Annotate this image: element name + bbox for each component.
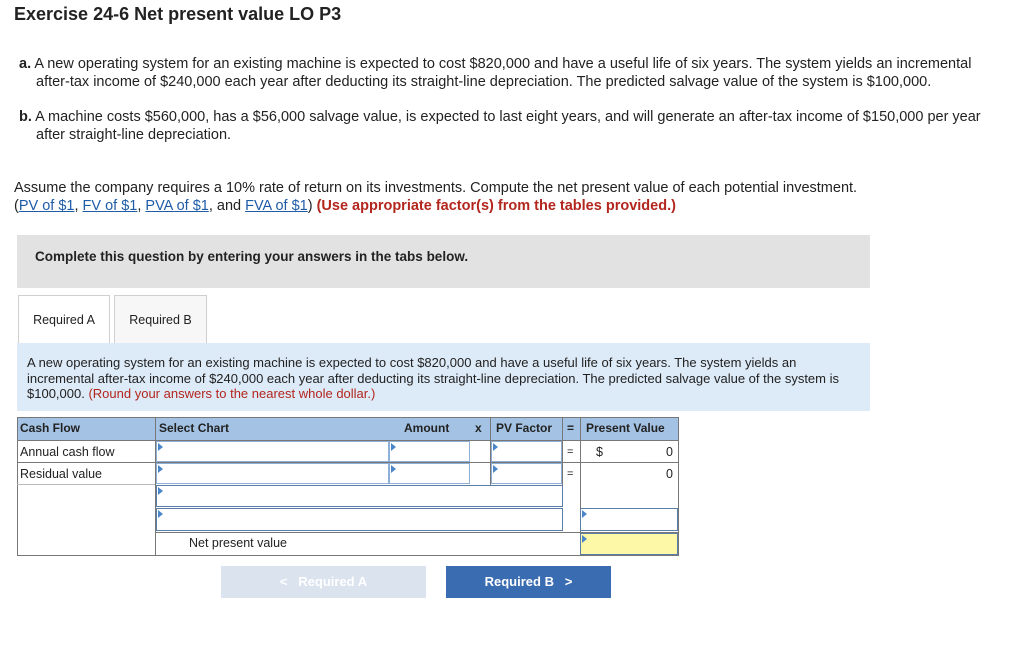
tab-required-b[interactable]: Required B bbox=[114, 295, 207, 343]
chevron-left-icon: < bbox=[279, 574, 288, 589]
row-label-residual-value: Residual value bbox=[20, 467, 102, 481]
extra-description-input-1[interactable] bbox=[156, 485, 563, 507]
amount-input-annual[interactable] bbox=[389, 441, 470, 462]
question-part-b bbox=[19, 108, 996, 144]
page-title: Exercise 24-6 Net present value LO P3 bbox=[14, 4, 342, 24]
link-pv-of-1[interactable]: PV of $1 bbox=[18, 198, 75, 214]
equals-sign: = bbox=[567, 446, 574, 458]
part-b-text: A machine costs $560,000, has a $56,000 salvage value, is expected to last eight years, and will generate an after-tax income of $150,000 per year after straight-line depreciation. bbox=[35, 109, 981, 143]
header-select-chart: Select Chart bbox=[159, 421, 230, 435]
link-pva-of-1[interactable]: PVA of $1 bbox=[145, 198, 209, 214]
equals-sign: = bbox=[567, 468, 574, 480]
present-value-annual: 0 bbox=[666, 445, 673, 459]
extra-description-input-2[interactable] bbox=[156, 508, 563, 531]
chevron-right-icon: > bbox=[564, 574, 573, 589]
currency-sign: $ bbox=[596, 445, 603, 459]
header-cash-flow: Cash Flow bbox=[20, 421, 81, 435]
header-equals: = bbox=[567, 421, 575, 435]
panel-text bbox=[27, 355, 862, 402]
part-a-label: a. bbox=[19, 56, 32, 72]
part-a-text: A new operating system for an existing machine is expected to cost $820,000 and have a useful life of six years. The system yields an incremental after-tax income of $240,000 each year after deducting its straight-line depreciation. The predicted salvage value of the system is $100,000. bbox=[34, 56, 972, 90]
next-required-b-button[interactable] bbox=[446, 566, 611, 598]
factor-instruction: (Use appropriate factor(s) from the tables provided.) bbox=[316, 198, 676, 214]
assumption-sentence: Assume the company requires a 10% rate of return on its investments. Compute the net present value of each potential investment. bbox=[14, 180, 858, 196]
pv-factor-input-annual[interactable] bbox=[491, 441, 562, 462]
part-b-label: b. bbox=[19, 109, 32, 125]
select-chart-residual[interactable] bbox=[156, 463, 389, 484]
link-fva-of-1[interactable]: FVA of $1 bbox=[245, 198, 308, 214]
tab-required-a[interactable]: Required A bbox=[18, 295, 110, 343]
prev-button-label: Required A bbox=[298, 574, 368, 589]
npv-label: Net present value bbox=[189, 536, 287, 550]
prev-required-a-button bbox=[221, 566, 426, 598]
question-part-a bbox=[19, 55, 996, 91]
next-button-label: Required B bbox=[484, 574, 554, 589]
npv-table bbox=[17, 417, 679, 557]
header-present-value: Present Value bbox=[586, 421, 665, 435]
pv-factor-input-residual[interactable] bbox=[491, 463, 562, 484]
extra-value-input[interactable] bbox=[580, 508, 678, 531]
npv-input[interactable] bbox=[580, 533, 678, 555]
header-pv-factor: PV Factor bbox=[496, 421, 553, 435]
panel-question: A new operating system for an existing machine is expected to cost $820,000 and have a useful life of six years. The system yields an incremental after-tax income of $240,000 each year after deducting its straight-line depreciation. The predicted salvage value of the system is $100,000. bbox=[27, 355, 839, 401]
instruction-banner-text: Complete this question by entering your answers in the tabs below. bbox=[35, 249, 469, 264]
row-label-annual-cash-flow: Annual cash flow bbox=[20, 445, 115, 459]
link-fv-of-1[interactable]: FV of $1 bbox=[82, 198, 138, 214]
amount-input-residual[interactable] bbox=[389, 463, 470, 484]
present-value-residual: 0 bbox=[666, 467, 673, 481]
header-times: x bbox=[475, 421, 482, 435]
rounding-note: (Round your answers to the nearest whole dollar.) bbox=[88, 386, 376, 401]
assumption-text: Assume the company requires a 10% rate of return on its investments. Compute the net present value of each potential investment. (PV of $1, FV of $1, PVA of $1, and FVA of $1) (Use appropriate factor(s) from the tables provided.) bbox=[14, 180, 858, 214]
header-amount: Amount bbox=[404, 421, 450, 435]
select-chart-annual[interactable] bbox=[156, 441, 389, 462]
